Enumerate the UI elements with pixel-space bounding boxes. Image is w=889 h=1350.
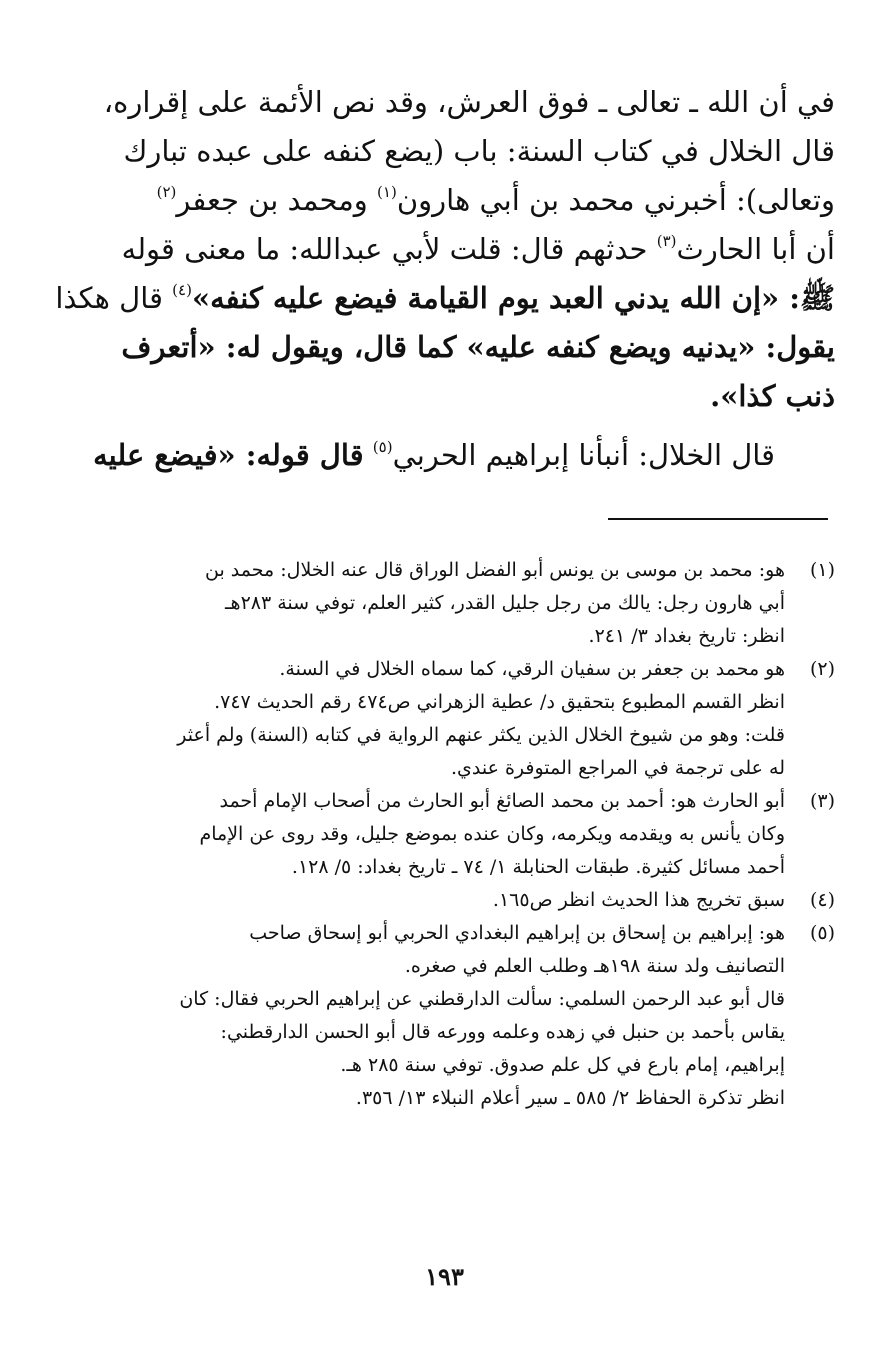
main-line xyxy=(150,176,835,225)
footnote-line: أبي هارون رجل: يالك من رجل جليل القدر، كثير العلم، توفي سنة ٢٨٣هـ xyxy=(224,592,785,614)
footnote-1 xyxy=(160,554,835,653)
main-line xyxy=(55,274,835,323)
footnote-number: (٤) xyxy=(809,889,835,911)
footnote-line: له على ترجمة في المراجع المتوفرة عندي. xyxy=(450,757,785,779)
footnote-line: هو: إبراهيم بن إسحاق بن إبراهيم البغدادي الحربي أبو إسحاق صاحب xyxy=(249,922,785,944)
footnote-line: التصانيف ولد سنة ١٩٨هـ وطلب العلم في صغره. xyxy=(404,955,785,977)
footnote-3 xyxy=(160,785,835,884)
main-segment: أن أبا الحارث xyxy=(676,232,835,266)
footnote-line: أبو الحارث هو: أحمد بن محمد الصائغ أبو الحارث من أصحاب الإمام أحمد xyxy=(219,790,785,812)
footnote-ref: (٢) xyxy=(156,183,177,201)
footnote-number: (٥) xyxy=(809,922,835,944)
main-line xyxy=(93,431,835,480)
main-segment: ومحمد بن جعفر xyxy=(176,183,368,217)
main-line: ذنب كذا». xyxy=(710,379,835,413)
footnote-2 xyxy=(160,653,835,785)
footnote-line: إبراهيم، إمام بارع في كل علم صدوق. توفي سنة ٢٨٥ هـ. xyxy=(340,1054,785,1076)
footnote-line: سبق تخريج هذا الحديث انظر ص١٦٥. xyxy=(492,889,785,911)
footnote-line: يقاس بأحمد بن حنبل في زهده وعلمه وورعه قال أبو الحسن الدارقطني: xyxy=(220,1021,785,1043)
footnote-number: (٣) xyxy=(809,790,835,812)
main-segment: حدثهم قال: قلت لأبي عبدالله: ما معنى قوله xyxy=(121,232,648,266)
page-number: ١٩٣ xyxy=(425,1262,464,1291)
footnote-line: وكان يأنس به ويقدمه ويكرمه، وكان عنده بموضع جليل، وقد روى عن الإمام xyxy=(199,823,785,845)
main-segment: قال قوله: «فيضع عليه xyxy=(93,438,364,472)
main-segment: قال هكذا xyxy=(55,281,163,315)
main-segment: قال الخلال: أنبأنا إبراهيم الحربي xyxy=(392,438,775,472)
footnote-4 xyxy=(160,884,835,917)
main-line: قال الخلال في كتاب السنة: باب (يضع كنفه على عبده تبارك xyxy=(123,134,835,168)
main-line: يقول: «يدنيه ويضع كنفه عليه» كما قال، ويقول له: «أتعرف xyxy=(121,330,835,364)
main-segment: وتعالى): أخبرني محمد بن أبي هارون xyxy=(396,183,835,217)
footnote-number: (٢) xyxy=(809,658,835,680)
footnote-line: أحمد مسائل كثيرة. طبقات الحنابلة ١/ ٧٤ ـ تاريخ بغداد: ٥/ ١٢٨. xyxy=(291,856,785,878)
footnote-ref: (٣) xyxy=(656,232,677,250)
main-line: في أن الله ـ تعالى ـ فوق العرش، وقد نص الأئمة على إقراره، xyxy=(103,85,835,119)
footnote-line: انظر: تاريخ بغداد ٣/ ٢٤١. xyxy=(588,625,785,647)
footnote-line: انظر تذكرة الحفاظ ٢/ ٥٨٥ ـ سير أعلام النبلاء ١٣/ ٣٥٦. xyxy=(355,1087,785,1109)
footnote-ref: (١) xyxy=(377,183,397,201)
hadith-quote: ﷺ: «إن الله يدني العبد يوم القيامة فيضع عليه كنفه» xyxy=(191,281,835,315)
footnote-ref: (٥) xyxy=(372,438,393,456)
footnote-line: انظر القسم المطبوع بتحقيق د/ عطية الزهراني ص٤٧٤ رقم الحديث ٧٤٧. xyxy=(214,691,785,713)
footnote-line: قال أبو عبد الرحمن السلمي: سألت الدارقطني عن إبراهيم الحربي فقال: كان xyxy=(179,988,785,1010)
footnote-number: (١) xyxy=(809,559,835,581)
footnote-ref: (٤) xyxy=(172,281,192,299)
footnote-line: هو: محمد بن موسى بن يونس أبو الفضل الوراق قال عنه الخلال: محمد بن xyxy=(205,559,785,581)
footnote-separator xyxy=(608,518,828,520)
main-line xyxy=(121,225,835,274)
footnote-line: هو محمد بن جعفر بن سفيان الرقي، كما سماه الخلال في السنة. xyxy=(279,658,785,680)
footnote-line: قلت: وهو من شيوخ الخلال الذين يكثر عنهم الرواية في كتابه (السنة) ولم أعثر xyxy=(177,724,785,746)
footnotes xyxy=(160,554,835,1115)
footnote-5 xyxy=(160,917,835,1115)
main-text xyxy=(55,78,835,480)
